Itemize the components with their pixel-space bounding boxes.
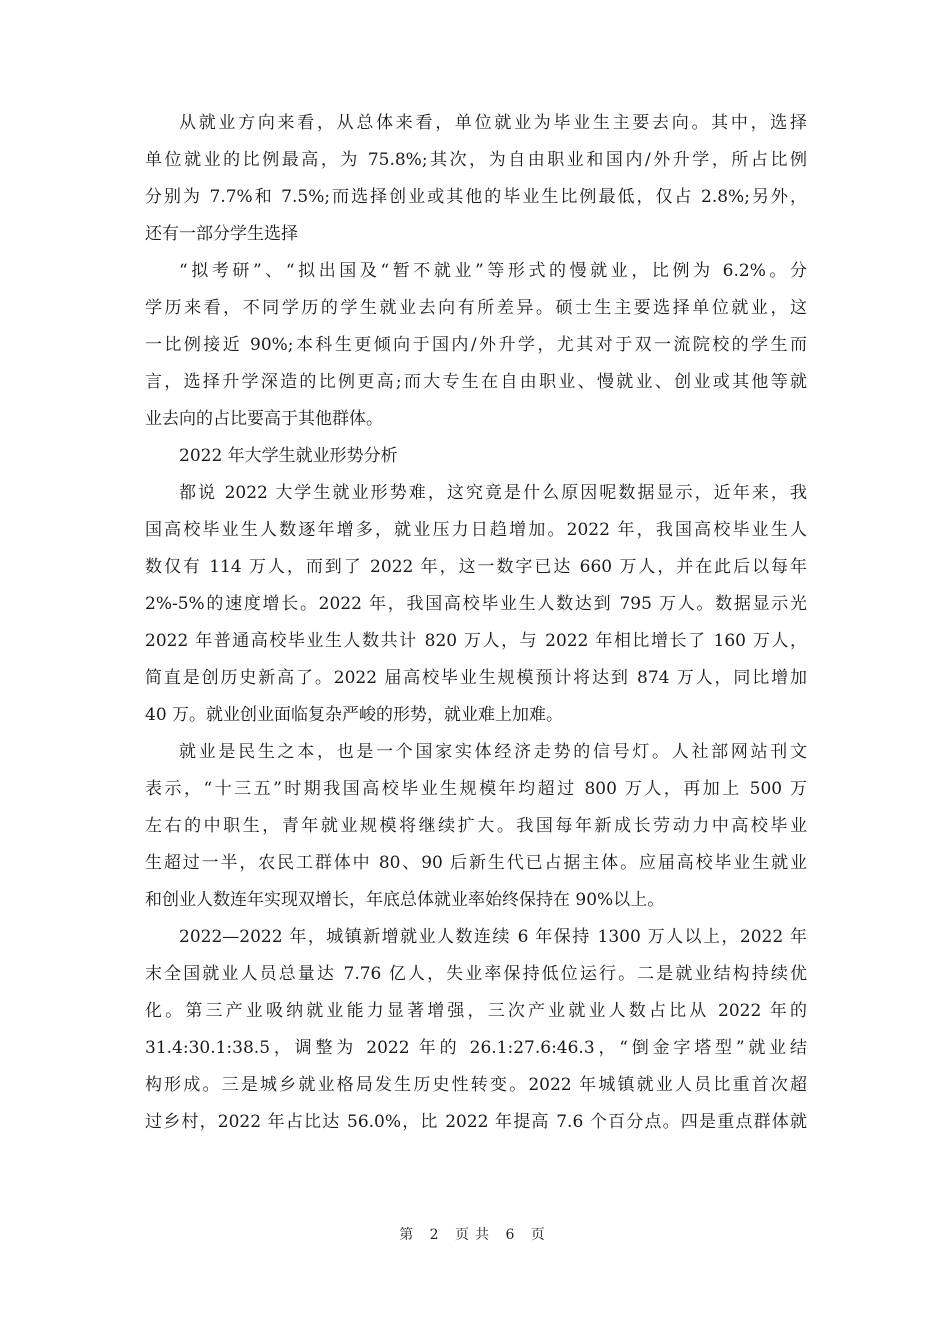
text-line: 一比例接近 90%;本科生更倾向于国内/外升学，尤其对于双一流院校的学生而 — [145, 335, 807, 355]
text-line: 单位就业的比例最高，为 75.8%;其次，为自由职业和国内/外升学，所占比例 — [145, 150, 807, 170]
text-line: 和创业人数连年实现双增长，年底总体就业率始终保持在 90%以上。 — [145, 890, 665, 910]
text-line: 分别为 7.7%和 7.5%;而选择创业或其他的毕业生比例最低，仅占 2.8%;另外， — [145, 187, 807, 207]
text-line: 31.4:30.1:38.5，调整为 2022 年的 26.1:27.6:46.3，“倒金字塔型”就业结 — [145, 1038, 807, 1058]
text-line: 2022—2022 年，城镇新增就业人数连续 6 年保持 1300 万人以上，2022 年 — [179, 927, 807, 947]
section-heading: 2022 年大学生就业形势分析 — [179, 446, 398, 466]
text-line: 学历来看，不同学历的学生就业去向有所差异。硕士生主要选择单位就业，这 — [145, 298, 807, 318]
document-body — [145, 105, 807, 1141]
text-line: 构形成。三是城乡就业格局发生历史性转变。2022 年城镇就业人员比重首次超 — [145, 1075, 807, 1095]
text-line: 国高校毕业生人数逐年增多，就业压力日趋增加。2022 年，我国高校毕业生人 — [145, 520, 807, 540]
text-line: 简直是创历史新高了。2022 届高校毕业生规模预计将达到 874 万人，同比增加 — [145, 668, 807, 688]
text-line: 就业是民生之本，也是一个国家实体经济走势的信号灯。人社部网站刊文 — [179, 742, 807, 762]
text-line: 2022 年普通高校毕业生人数共计 820 万人，与 2022 年相比增长了 160 万人， — [145, 631, 807, 651]
text-line: 数仅有 114 万人，而到了 2022 年，这一数字已达 660 万人，并在此后以每年 — [145, 557, 807, 577]
text-line: “拟考研”、“拟出国及“暂不就业”等形式的慢就业，比例为 6.2%。分 — [179, 261, 807, 281]
text-line: 末全国就业人员总量达 7.76 亿人，失业率保持低位运行。二是就业结构持续优 — [145, 964, 807, 984]
text-line: 表示，“十三五”时期我国高校毕业生规模年均超过 800 万人，再加上 500 万 — [145, 779, 807, 799]
text-line: 40 万。就业创业面临复杂严峻的形势，就业难上加难。 — [145, 705, 564, 725]
text-line: 都说 2022 大学生就业形势难，这究竟是什么原因呢数据显示，近年来，我 — [179, 483, 807, 503]
text-line: 2%-5%的速度增长。2022 年，我国高校毕业生人数达到 795 万人。数据显示光 — [145, 594, 807, 614]
text-line: 从就业方向来看，从总体来看，单位就业为毕业生主要去向。其中，选择 — [179, 113, 807, 133]
text-line: 化。第三产业吸纳就业能力显著增强，三次产业就业人数占比从 2022 年的 — [145, 1001, 807, 1021]
text-line: 业去向的占比要高于其他群体。 — [145, 409, 383, 429]
page-number-footer: 第 2 页共 6 页 — [399, 1227, 551, 1243]
text-line: 生超过一半，农民工群体中 80、90 后新生代已占据主体。应届高校毕业生就业 — [145, 853, 807, 873]
text-line: 还有一部分学生选择 — [145, 224, 298, 244]
text-line: 过乡村，2022 年占比达 56.0%，比 2022 年提高 7.6 个百分点。四是重点群体就 — [145, 1112, 807, 1132]
text-line: 左右的中职生，青年就业规模将继续扩大。我国每年新成长劳动力中高校毕业 — [145, 816, 807, 836]
text-line: 言，选择升学深造的比例更高;而大专生在自由职业、慢就业、创业或其他等就 — [145, 372, 807, 392]
